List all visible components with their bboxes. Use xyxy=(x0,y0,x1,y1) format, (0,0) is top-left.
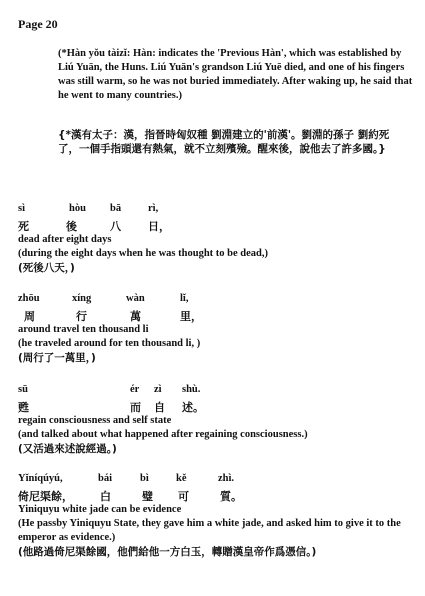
pinyin-word: sū xyxy=(18,384,28,395)
verse-entry-4 xyxy=(18,473,418,559)
pinyin-word: ér xyxy=(130,384,140,395)
literal-gloss: dead after eight days xyxy=(18,234,112,245)
pinyin-word: wàn xyxy=(126,293,145,304)
hanzi-char: 自 xyxy=(154,401,165,414)
pinyin-word: zhōu xyxy=(18,293,40,304)
hanzi-row xyxy=(18,218,418,233)
hanzi-row xyxy=(18,308,418,323)
chinese-translation: (又活過來述說經過。) xyxy=(18,443,117,455)
chinese-translation: (死後八天，) xyxy=(18,262,75,274)
hanzi-char: 周 xyxy=(24,310,35,323)
hanzi-char: 而 xyxy=(130,401,141,414)
literal-gloss: regain consciousness and self state xyxy=(18,415,172,426)
literal-gloss: around travel ten thousand li xyxy=(18,324,149,335)
hanzi-char: 可 xyxy=(178,490,189,503)
pinyin-word: xíng xyxy=(72,293,92,304)
pinyin-word: rì, xyxy=(148,203,159,214)
verse-entry-3 xyxy=(18,384,418,456)
hanzi-char: 後 xyxy=(66,220,77,233)
chinese-translation: (他路過倚尼渠餘國，他們給他一方白玉，轉贈漢皇帝作爲憑信。) xyxy=(18,546,317,558)
literal-gloss: Yiniquyu white jade can be evidence xyxy=(18,504,182,515)
hanzi-char: 萬 xyxy=(130,310,141,323)
english-translation: (and talked about what happened after regaining consciousness.) xyxy=(18,429,308,440)
hanzi-char: 璧 xyxy=(142,490,153,503)
pinyin-word: bái xyxy=(98,473,113,484)
hanzi-char: 八 xyxy=(110,220,121,233)
english-translation: (he traveled around for ten thousand li, ) xyxy=(18,338,201,349)
page-number: Page 20 xyxy=(18,17,58,31)
pinyin-word: zì xyxy=(154,384,162,395)
hanzi-char: 里， xyxy=(180,310,202,323)
hanzi-char: 行 xyxy=(76,310,87,323)
pinyin-row xyxy=(18,473,418,488)
hanzi-char: 述。 xyxy=(182,401,204,414)
pinyin-row xyxy=(18,203,418,218)
english-translation: (He passby Yiniquyu State, they gave him a white jade, and asked him to give it to the emperor as evidence.) xyxy=(18,518,401,543)
hanzi-char: 甦 xyxy=(18,401,29,414)
pinyin-word: bā xyxy=(110,203,122,214)
hanzi-char: 白 xyxy=(100,490,111,503)
pinyin-word: zhì. xyxy=(218,473,235,484)
pinyin-word: lǐ, xyxy=(180,293,189,304)
pinyin-row xyxy=(18,384,418,399)
hanzi-row xyxy=(18,488,418,503)
pinyin-row xyxy=(18,293,418,308)
pinyin-word: bì xyxy=(140,473,149,484)
chinese-translation: (周行了一萬里，) xyxy=(18,352,96,364)
english-translation: (during the eight days when he was thought to be dead,) xyxy=(18,248,268,259)
pinyin-word: kě xyxy=(176,473,187,484)
footnote-chinese: {*漢有太子：漢，指晉時匈奴種 劉淵建立的'前漢'。劉淵的孫子 劉約死了，一個手指頭還有熱氣，就不立刻殯殮。醒來後，說他去了許多國。} xyxy=(58,129,390,155)
verse-entry-1 xyxy=(18,203,418,275)
verse-entry-2 xyxy=(18,293,418,365)
footnote-english: (*Hàn yǒu tàizǐ: Hàn: indicates the 'Previous Hàn', which was established by Liú Yuān, the Huns. Liú Yuān's grandson Liú Yuē died, and one of his fingers was still warm, so he was not buried immediately. After waking up, he said that he went to many countries.) xyxy=(58,48,413,101)
hanzi-char: 死 xyxy=(18,220,29,233)
pinyin-word: shù. xyxy=(182,384,201,395)
hanzi-char: 倚尼渠餘， xyxy=(18,490,73,503)
hanzi-char: 質。 xyxy=(220,490,242,503)
pinyin-word: Yǐníqúyú, xyxy=(18,473,63,484)
pinyin-word: sì xyxy=(18,203,26,214)
hanzi-char: 日， xyxy=(148,220,170,233)
pinyin-word: hòu xyxy=(69,203,86,214)
hanzi-row xyxy=(18,399,418,414)
